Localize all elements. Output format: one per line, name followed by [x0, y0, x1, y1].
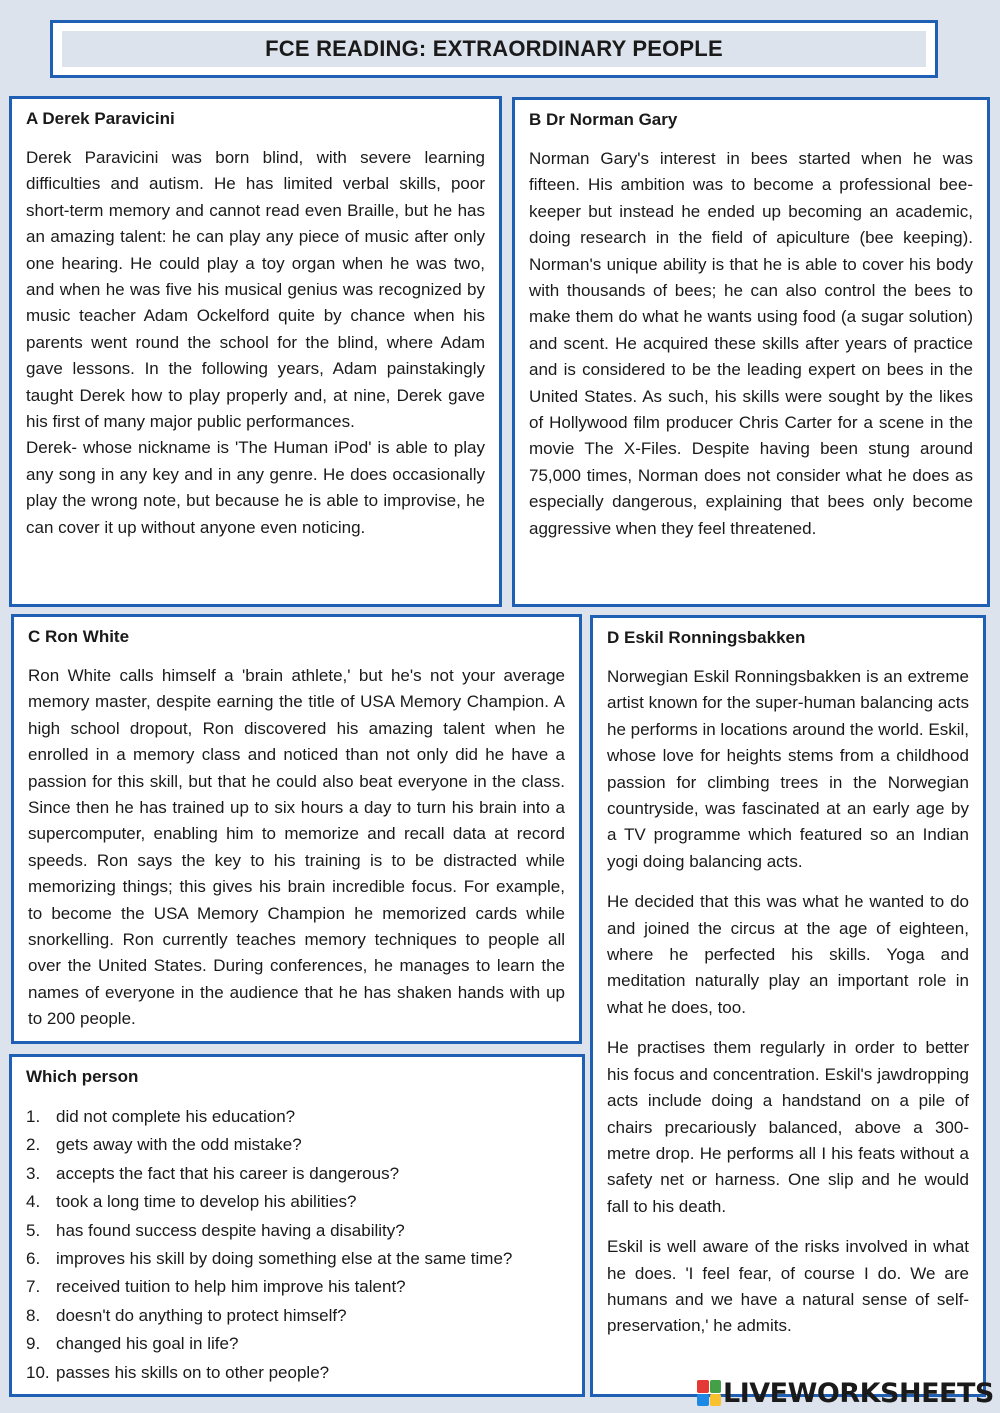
- question-item: [26, 1131, 568, 1159]
- question-number: 4.: [26, 1192, 41, 1212]
- question-text: took a long time to develop his abilities?: [56, 1192, 357, 1212]
- question-text: doesn't do anything to protect himself?: [56, 1305, 347, 1325]
- question-number: 3.: [26, 1163, 41, 1183]
- question-text: changed his goal in life?: [56, 1334, 239, 1354]
- question-text: accepts the fact that his career is dangerous?: [56, 1163, 400, 1183]
- question-item: [26, 1245, 568, 1273]
- logo-square: [710, 1380, 722, 1393]
- section-d-panel: [590, 615, 986, 1397]
- question-number: 8.: [26, 1305, 41, 1325]
- logo-square: [710, 1394, 722, 1407]
- question-text: has found success despite having a disability?: [56, 1220, 405, 1240]
- section-a-paragraph: Derek Paravicini was born blind, with severe learning difficulties and autism. He has limited verbal skills, poor short-term memory and cannot read even Braille, but he has an amazing talent: he can play any piece of music after only one hearing. He could play a toy organ when he was two, and when he was five his musical genius was recognized by music teacher Adam Ockelford quite by chance when his parents went round the school for the blind, where Adam gave lessons. In the following years, Adam painstakingly taught Derek how to play properly and, at nine, Derek gave his first of many major public performances.: [26, 148, 485, 432]
- question-number: 2.: [26, 1135, 41, 1155]
- question-number: 7.: [26, 1277, 41, 1297]
- watermark-text: LIVEWORKSHEETS: [723, 1377, 994, 1409]
- section-d-paragraph: Norwegian Eskil Ronningsbakken is an extreme artist known for the super-human balancing acts he performs in locations around the world. Eskil, whose love for heights stems from a childhood passion for climbing trees in the Norwegian countryside, was fascinated at an early age by a TV programme which featured so an Indian yogi doing balancing acts.: [607, 667, 969, 871]
- liveworksheets-logo-icon: [697, 1380, 721, 1406]
- question-number: 6.: [26, 1249, 41, 1269]
- section-d-paragraph: He decided that this was what he wanted to do and joined the circus at the age of eighteen, where he perfected his skills. Yoga and meditation naturally play an important role in what he does, too.: [607, 892, 969, 1017]
- question-item: [26, 1188, 568, 1216]
- section-b-panel: [512, 97, 990, 607]
- logo-square: [697, 1380, 709, 1393]
- logo-square: [697, 1394, 709, 1407]
- page-title: FCE READING: EXTRAORDINARY PEOPLE: [62, 31, 926, 67]
- questions-heading: Which person: [26, 1067, 139, 1086]
- section-c-heading: C Ron White: [28, 627, 130, 646]
- question-text: did not complete his education?: [56, 1107, 296, 1126]
- question-number: 5.: [26, 1220, 41, 1240]
- section-d-heading: D Eskil Ronningsbakken: [607, 628, 806, 647]
- title-banner: [50, 20, 938, 78]
- section-b-heading: B Dr Norman Gary: [529, 110, 678, 129]
- section-a-panel: [9, 96, 502, 607]
- question-number: 9.: [26, 1334, 41, 1354]
- liveworksheets-watermark: [697, 1378, 994, 1408]
- section-a-heading: A Derek Paravicini: [26, 109, 175, 128]
- questions-panel: [9, 1054, 585, 1397]
- section-a-paragraph: Derek- whose nickname is 'The Human iPod' is able to play any song in any key and in any genre. He does occasionally play the wrong note, but because he is able to improvise, he can cover it up without anyone even noticing.: [26, 438, 485, 537]
- question-item: [26, 1103, 568, 1131]
- question-text: gets away with the odd mistake?: [56, 1135, 302, 1155]
- question-text: passes his skills on to other people?: [56, 1362, 330, 1382]
- question-item: [26, 1359, 568, 1387]
- question-item: [26, 1217, 568, 1245]
- question-text: improves his skill by doing something else at the same time?: [56, 1249, 513, 1269]
- section-c-panel: [11, 614, 582, 1044]
- questions-list: [26, 1103, 568, 1387]
- section-c-paragraph: Ron White calls himself a 'brain athlete,' but he's not your average memory master, despite earning the title of USA Memory Champion. A high school dropout, Ron discovered his amazing talent when he enrolled in a memory class and noticed than not only did he have a passion for this skill, but that he could also beat everyone in the class. Since then he has trained up to six hours a day to turn his brain into a supercomputer, enabling him to memorize and recall data at record speeds. Ron says the key to his training is to be distracted while memorizing things; this gives his brain incredible focus. For example, to become the USA Memory Champion he memorized cards while snorkelling. Ron currently teaches memory techniques to people all over the United States. During conferences, he manages to learn the names of everyone in the audience that he has shaken hands with up to 200 people.: [28, 666, 565, 1029]
- question-text: received tuition to help him improve his talent?: [56, 1277, 406, 1297]
- question-item: [26, 1273, 568, 1301]
- question-item: [26, 1160, 568, 1188]
- question-item: [26, 1302, 568, 1330]
- section-b-paragraph: Norman Gary's interest in bees started when he was fifteen. His ambition was to become a professional bee-keeper but instead he ended up becoming an academic, doing research in the field of apiculture (bee keeping). Norman's unique ability is that he is able to cover his body with thousands of bees; he can also control the bees to make them do what he wants using food (a sugar solution) and scent. He acquired these skills after years of practice and is considered to be the leading expert on bees in the United States. As such, his skills were sought by the likes of Hollywood film producer Chris Carter for a scene in the movie The X-Files. Despite having been stung around 75,000 times, Norman does not consider what he does as especially dangerous, explaining that bees only become aggressive when they feel threatened.: [529, 149, 973, 538]
- section-d-paragraph: He practises them regularly in order to better his focus and concentration. Eskil's jawdropping acts include doing a handstand on a pile of chairs precariously balanced, above a 300-metre drop. He performs all I his feats without a safety net or harness. One slip and he would fall to his death.: [607, 1038, 969, 1216]
- section-d-paragraph: Eskil is well aware of the risks involved in what he does. 'I feel fear, of course I do. We are humans and we have a natural sense of self-preservation,' he admits.: [607, 1237, 969, 1336]
- question-number: 10.: [26, 1362, 50, 1382]
- question-item: [26, 1330, 568, 1358]
- question-number: 1.: [26, 1107, 41, 1126]
